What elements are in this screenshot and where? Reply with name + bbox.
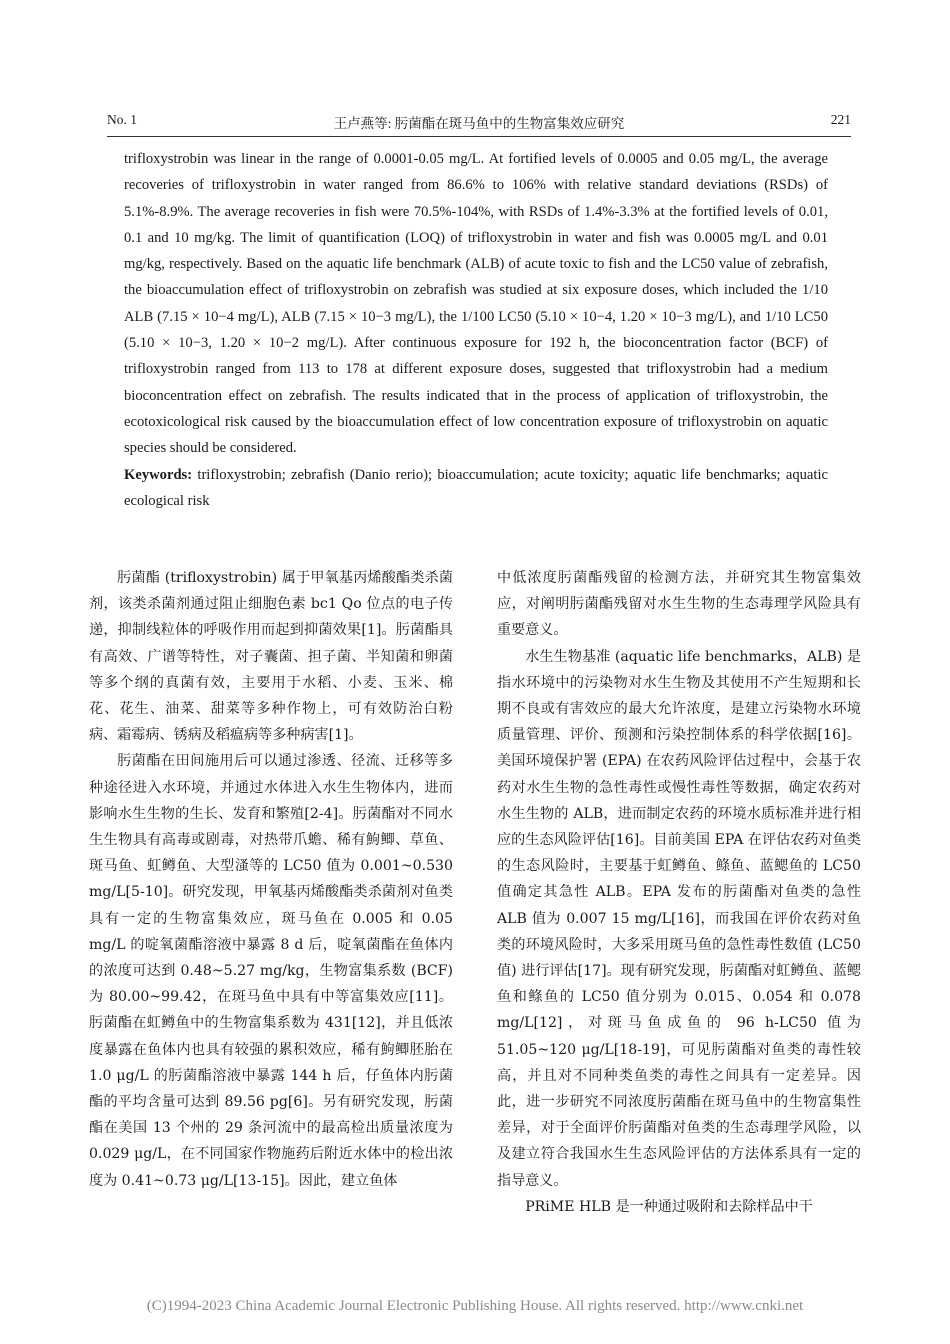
body-right-column xyxy=(497,565,861,1220)
body-paragraph: 水生生物基准 (aquatic life benchmarks，ALB) 是指水环境中的污染物对水生生物及其使用不产生短期和长期不良或有害效应的最大允许浓度，是建立污染物水环境质量管理、评价、预测和污染控制体系的科学依据[16]。美国环境保护署 (EPA) 在农药风险评估过程中，会基于农药对水生生物的急性毒性或慢性毒性等数据，确定农药对水生生物的 ALB，进而制定农药的环境水质标准并进行相应的生态风险评估[16]。目前美国 EPA 在评估农药对鱼类的生态风险时，主要基于虹鳟鱼、鲦鱼、蓝鳃鱼的 LC50 值确定其急性 ALB。EPA 发布的肟菌酯对鱼类的急性 ALB 值为 0.007 15 mg/L[16]，而我国在评价农药对鱼类的环境风险时，大多采用斑马鱼的急性毒性数值 (LC50 值) 进行评估[17]。现有研究发现，肟菌酯对虹鳟鱼、蓝鳃鱼和鲦鱼的 LC50 值分别为 0.015、0.054 和 0.078 mg/L[12]，对斑马鱼成鱼的 96 h-LC50 值为 51.05~120 μg/L[18-19]，可见肟菌酯对鱼类的毒性较高，并且对不同种类鱼类的毒性之间具有一定差异。因此，进一步研究不同浓度肟菌酯在斑马鱼中的生物富集性差异，对于全面评价肟菌酯对鱼类的生态毒理学风险，以及建立符合我国水生生态风险评估的方法体系具有一定的指导意义。 xyxy=(497,648,861,1189)
running-header xyxy=(107,112,851,134)
keywords-text: trifloxystrobin; zebrafish (Danio rerio); bioaccumulation; acute toxicity; aquatic life benchmarks; aquatic ecological risk xyxy=(124,466,828,509)
copyright-footer: (C)1994-2023 China Academic Journal Electronic Publishing House. All rights reserved. http://www.cnki.net xyxy=(146,1298,804,1314)
issue-number: No. 1 xyxy=(107,112,137,127)
abstract-text: trifloxystrobin was linear in the range of 0.0001-0.05 mg/L. At fortified levels of 0.0005 and 0.05 mg/L, the average recoveries of trifloxystrobin in water ranged from 86.6% to 106% with relative standard deviations (RSDs) of 5.1%-8.9%. The average recoveries in fish were 70.5%-104%, with RSDs of 1.4%-3.3% at the fortified levels of 0.01, 0.1 and 10 mg/kg. The limit of quantification (LOQ) of trifloxystrobin in water and fish was 0.0005 mg/L and 0.01 mg/kg, respectively. Based on the aquatic life benchmark (ALB) of acute toxic to fish and the LC50 value of zebrafish, the bioaccumulation effect of trifloxystrobin on zebrafish was studied at six exposure doses, which included the 1/10 ALB (7.15 × 10−4 mg/L), ALB (7.15 × 10−3 mg/L), the 1/100 LC50 (5.10 × 10−4, 1.20 × 10−3 mg/L), and 1/10 LC50 (5.10 × 10−3, 1.20 × 10−2 mg/L). After continuous exposure for 192 h, the bioconcentration factor (BCF) of trifloxystrobin ranged from 113 to 178 at different exposure doses, suggested that trifloxystrobin had a medium bioconcentration effect on zebrafish. The results indicated that in the process of application of trifloxystrobin, the ecotoxicological risk caused by the bioaccumulation effect of low concentration exposure of trifloxystrobin on aquatic species should be considered. xyxy=(124,151,828,457)
body-paragraph: 肟菌酯 (trifloxystrobin) 属于甲氧基丙烯酸酯类杀菌剂，该类杀菌剂通过阻止细胞色素 bc1 Qo 位点的电子传递，抑制线粒体的呼吸作用而起到抑菌效果[1]。肟菌酯具有高效、广谱等特性，对子囊菌、担子菌、半知菌和卵菌等多个纲的真菌有效，主要用于水稻、小麦、玉米、棉花、花生、油菜、甜菜等多种作物上，可有效防治白粉病、霜霉病、锈病及稻瘟病等多种病害[1]。 xyxy=(89,570,453,744)
keywords xyxy=(124,462,828,515)
body-paragraph: 肟菌酯在田间施用后可以通过渗透、径流、迁移等多种途径进入水环境，并通过水体进入水生生物体内，进而影响水生生物的生长、发育和繁殖[2-4]。肟菌酯对不同水生生物具有高毒或剧毒，对热带爪蟾、稀有鮈鲫、草鱼、斑马鱼、虹鳟鱼、大型溞等的 LC50 值为 0.001~0.530 mg/L[5-10]。研究发现，甲氧基丙烯酸酯类杀菌剂对鱼类具有一定的生物富集效应，斑马鱼在 0.005 和 0.05 mg/L 的啶氧菌酯溶液中暴露 8 d 后，啶氧菌酯在鱼体内的浓度可达到 0.48~5.27 mg/kg，生物富集系数 (BCF) 为 80.00~99.42，在斑马鱼中具有中等富集效应[11]。肟菌酯在虹鳟鱼中的生物富集系数为 431[12]，并且低浓度暴露在鱼体内也具有较强的累积效应，稀有鮈鲫胚胎在 1.0 μg/L 的肟菌酯溶液中暴露 144 h 后，仔鱼体内肟菌酯的平均含量可达到 89.56 pg[6]。另有研究发现，肟菌酯在美国 13 个州的 29 条河流中的最高检出质量浓度为 0.029 μg/L，在不同国家作物施药后附近水体中的检出浓度为 0.41~0.73 μg/L[13-15]。因此，建立鱼体 xyxy=(89,753,453,1189)
header-rule xyxy=(107,136,851,137)
page-number: 221 xyxy=(830,112,851,127)
running-title: 王卢燕等: 肟菌酯在斑马鱼中的生物富集效应研究 xyxy=(333,116,625,131)
body-paragraph: 中低浓度肟菌酯残留的检测方法，并研究其生物富集效应，对阐明肟菌酯残留对水生生物的生态毒理学风险具有重要意义。 xyxy=(497,570,861,639)
english-abstract xyxy=(124,146,828,514)
body-paragraph: PRiME HLB 是一种通过吸附和去除样品中干 xyxy=(525,1198,813,1215)
body-left-column xyxy=(89,565,453,1194)
keywords-label: Keywords: xyxy=(124,466,193,483)
